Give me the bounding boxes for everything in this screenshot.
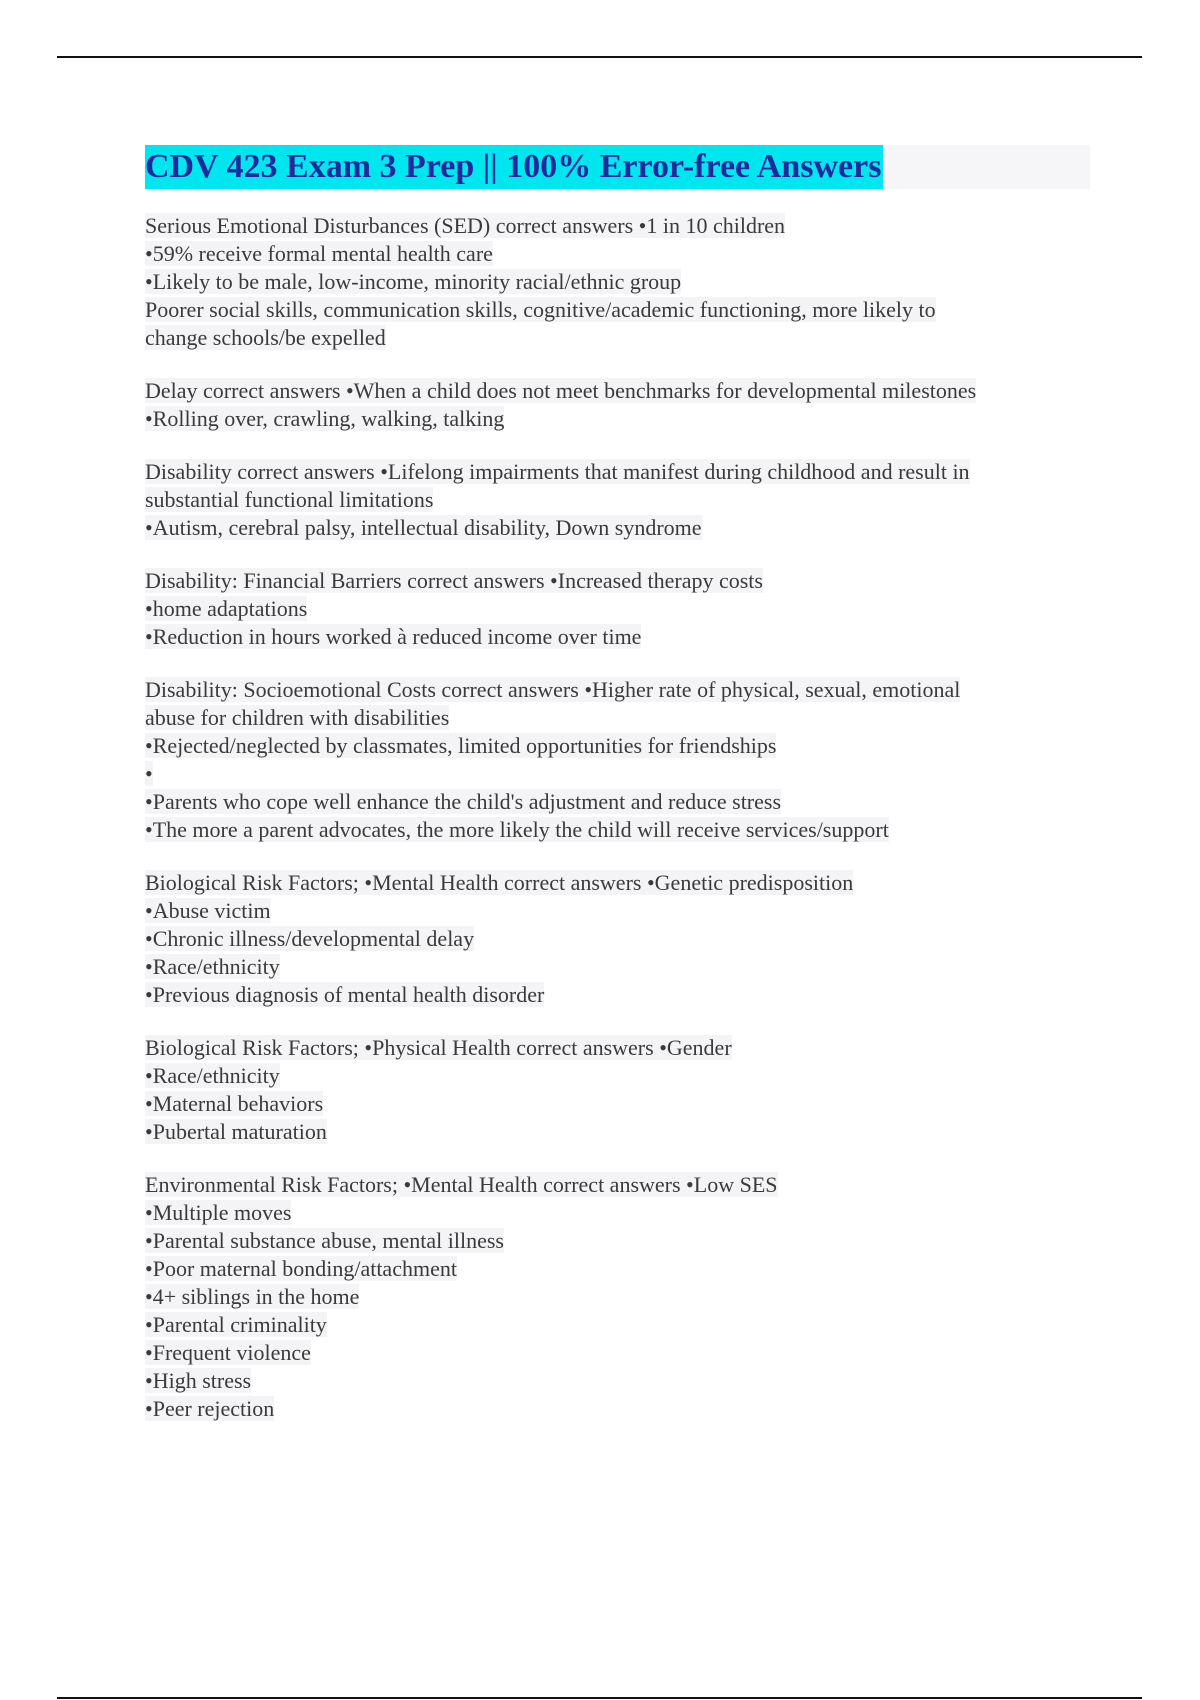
document-page [145, 145, 1090, 1448]
entry-line: Biological Risk Factors; •Mental Health correct answers •Genetic predisposition [145, 870, 854, 895]
entry-line: •Pubertal maturation [145, 1119, 327, 1144]
entry-bio-physical-health [145, 1034, 1090, 1146]
entry-line: •4+ siblings in the home [145, 1284, 360, 1309]
entry-env-mental-health [145, 1171, 1090, 1423]
entry-line: •Chronic illness/developmental delay [145, 926, 475, 951]
entry-line: •Autism, cerebral palsy, intellectual disability, Down syndrome [145, 515, 702, 540]
entry-line: •Abuse victim [145, 898, 271, 923]
entry-line: •Parents who cope well enhance the child's adjustment and reduce stress [145, 789, 782, 814]
entry-line: •home adaptations [145, 596, 308, 621]
entry-line: Disability: Socioemotional Costs correct answers •Higher rate of physical, sexual, emotional [145, 677, 961, 702]
entry-line: •Parental criminality [145, 1312, 327, 1337]
entry-line: •Likely to be male, low-income, minority racial/ethnic group [145, 269, 682, 294]
document-content [145, 212, 1090, 1423]
entry-line: •Previous diagnosis of mental health disorder [145, 982, 545, 1007]
entry-line: •The more a parent advocates, the more likely the child will receive services/support [145, 817, 889, 842]
entry-line: •Race/ethnicity [145, 954, 280, 979]
entry-delay [145, 377, 1090, 433]
entry-line: •Rejected/neglected by classmates, limited opportunities for friendships [145, 733, 777, 758]
entry-line: Biological Risk Factors; •Physical Health correct answers •Gender [145, 1035, 732, 1060]
entry-line: •Reduction in hours worked à reduced income over time [145, 624, 642, 649]
entry-sed [145, 212, 1090, 352]
entry-disability [145, 458, 1090, 542]
entry-socioemotional-costs [145, 676, 1090, 844]
entry-line: •Frequent violence [145, 1340, 311, 1365]
entry-line: Environmental Risk Factors; •Mental Health correct answers •Low SES [145, 1172, 778, 1197]
entry-line: •Multiple moves [145, 1200, 292, 1225]
entry-line: •Race/ethnicity [145, 1063, 280, 1088]
entry-line: Disability correct answers •Lifelong impairments that manifest during childhood and result in [145, 459, 970, 484]
top-rule [57, 56, 1142, 58]
entry-line: •Maternal behaviors [145, 1091, 324, 1116]
entry-bio-mental-health [145, 869, 1090, 1009]
entry-line: •Rolling over, crawling, walking, talking [145, 406, 505, 431]
entry-line: •High stress [145, 1368, 252, 1393]
entry-line: • [145, 761, 153, 786]
entry-line: Delay correct answers •When a child does not meet benchmarks for developmental milestones [145, 378, 977, 403]
entry-line: abuse for children with disabilities [145, 705, 450, 730]
document-title: CDV 423 Exam 3 Prep || 100% Error-free Answers [145, 145, 883, 189]
entry-line: •59% receive formal mental health care [145, 241, 493, 266]
entry-line: Poorer social skills, communication skills, cognitive/academic functioning, more likely to [145, 297, 936, 322]
entry-financial-barriers [145, 567, 1090, 651]
entry-line: Disability: Financial Barriers correct answers •Increased therapy costs [145, 568, 763, 593]
entry-line: change schools/be expelled [145, 325, 386, 350]
entry-line: substantial functional limitations [145, 487, 434, 512]
entry-line: Serious Emotional Disturbances (SED) correct answers •1 in 10 children [145, 213, 786, 238]
entry-line: •Poor maternal bonding/attachment [145, 1256, 457, 1281]
bottom-rule [57, 1697, 1142, 1699]
entry-line: •Peer rejection [145, 1396, 275, 1421]
title-band [145, 145, 1090, 189]
entry-line: •Parental substance abuse, mental illness [145, 1228, 504, 1253]
